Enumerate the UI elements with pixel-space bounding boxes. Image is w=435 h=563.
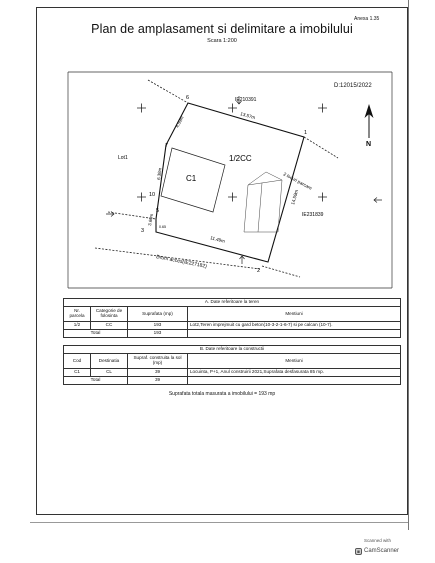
teren-header-suprafata: Suprafata (mp) (128, 307, 188, 322)
table-row (64, 330, 401, 338)
teren-section-title: A. Date referitoare la teren (64, 299, 401, 307)
constructii-table (63, 345, 401, 385)
dim-left-upper: 4.59m (174, 115, 185, 129)
constructii-header-mentiuni: Mentiuni (188, 354, 401, 369)
document-number: D:12015/2022 (334, 83, 372, 89)
dim-left-lower: 3.60m (147, 213, 155, 227)
constructii-section-title: B. Date referitoare la constructii (64, 346, 401, 354)
boundary-markers (106, 96, 382, 264)
constructii-total-label: Total (64, 377, 128, 385)
dim-left-mid: 6.38m (156, 167, 163, 181)
boundary-extension-bottom-right (262, 266, 300, 277)
boundary-extension-top-left (148, 80, 188, 103)
constructii-header-cod: Cod (64, 354, 91, 369)
teren-categorie: CC (91, 322, 128, 330)
dim-bottom: 11.49m (209, 235, 226, 244)
parcel-label: 1/2CC (229, 154, 252, 163)
parking-roof-line (266, 172, 282, 180)
parking-roof-line (248, 172, 266, 185)
constructii-mentiuni: Locuinta, P+1, Anul construirii 2021,Suprafata desfasurata 85 mp. (188, 369, 401, 377)
teren-nr: 1/2 (64, 322, 91, 330)
camscanner-name: CamScanner (364, 548, 400, 554)
parking-divider (258, 183, 262, 232)
teren-total-empty (188, 330, 401, 338)
teren-header-categorie: Categorie de folosinta (91, 307, 128, 322)
table-row (64, 322, 401, 330)
constructii-header-destinatia: Destinatia (91, 354, 128, 369)
constructii-destinatia: CL (91, 369, 128, 377)
vertex-1: 1 (304, 130, 308, 136)
parking-label: 2 locuri parcare (282, 171, 313, 191)
document-title: Plan de amplasament si delimitare a imobilului (91, 22, 353, 36)
scale-label: Scara 1:200 (207, 38, 237, 44)
dim-top: 13.57m (239, 111, 256, 121)
vertex-2: 2 (257, 268, 261, 274)
teren-table (63, 298, 401, 338)
scanned-with-label: Scanned with (364, 538, 392, 543)
table-row (64, 369, 401, 377)
teren-total-value: 193 (128, 330, 188, 338)
teren-total-label: Total (64, 330, 128, 338)
dim-right: 14.59m (290, 189, 300, 206)
road-label: Drum acces(IE227182) (155, 254, 208, 270)
teren-header-mentiuni: Mentiuni (188, 307, 401, 322)
constructii-header-suprafata: Supraf. construita la sol (mp) (128, 354, 188, 369)
camscanner-logo (355, 546, 403, 556)
vertex-7: 7 (165, 143, 169, 149)
teren-header-nr: Nr. parcela (64, 307, 91, 322)
lot-left-label: Lot1 (118, 155, 128, 161)
boundary-extension-top-right (304, 137, 338, 158)
constructii-total-value: 39 (128, 377, 188, 385)
constructii-suprafata: 39 (128, 369, 188, 377)
teren-suprafata: 193 (128, 322, 188, 330)
vertex-3: 3 (141, 228, 145, 234)
parcel-id: IE210391 (235, 97, 257, 103)
north-arrow (365, 104, 374, 138)
annex-label: Anexa 1.35 (354, 16, 380, 22)
neighbor-id: IE231839 (302, 212, 324, 218)
total-surface-note: Suprafata totala masurata a imobilului = 193 mp (168, 391, 276, 397)
constructii-cod: C1 (64, 369, 91, 377)
dim-small: 0.65 (159, 225, 166, 229)
camscanner-icon: ▣ (356, 548, 361, 555)
table-row (64, 377, 401, 385)
vertex-10: 10 (149, 192, 156, 198)
building-label: C1 (186, 174, 197, 183)
north-label: N (366, 141, 372, 148)
parking-area (244, 180, 282, 232)
vertex-5: 5 (156, 208, 160, 214)
teren-mentiuni: Lot2,Teren imprejmuit cu gard beton(10-3-2-1-6-7) si pe calcan (10-7). (188, 322, 401, 330)
vertex-6: 6 (186, 95, 190, 101)
constructii-total-empty (188, 377, 401, 385)
